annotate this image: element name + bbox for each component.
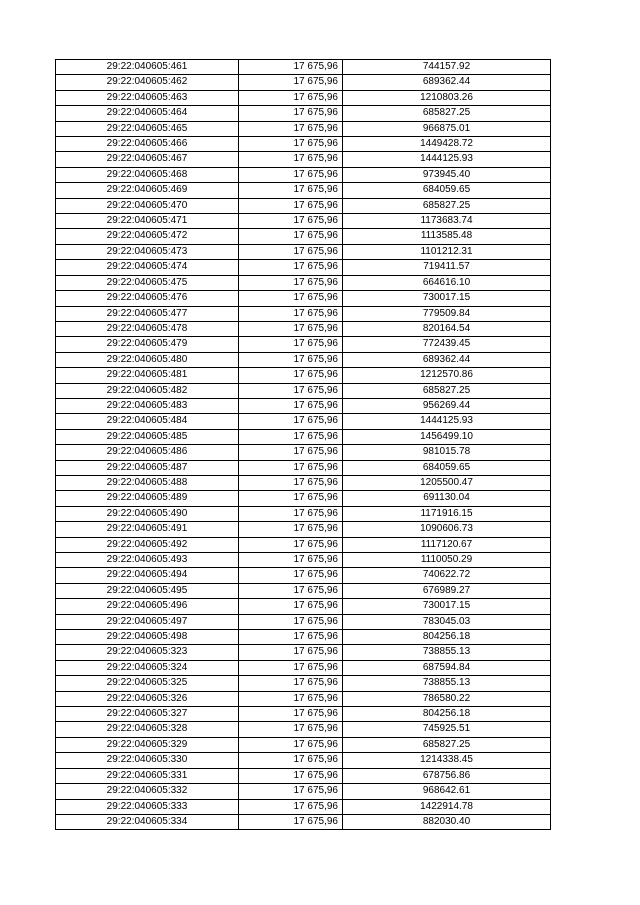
area-cell: 17 675,96 xyxy=(239,553,343,568)
value-cell: 730017.15 xyxy=(343,599,551,614)
table-row xyxy=(56,321,551,336)
table-row xyxy=(56,645,551,660)
value-cell: 1113585.48 xyxy=(343,229,551,244)
cadastral-number-cell: 29:22:040605:461 xyxy=(56,60,239,75)
value-cell: 684059.65 xyxy=(343,460,551,475)
area-cell: 17 675,96 xyxy=(239,321,343,336)
cadastral-number-cell: 29:22:040605:483 xyxy=(56,398,239,413)
cadastral-number-cell: 29:22:040605:462 xyxy=(56,75,239,90)
value-cell: 685827.25 xyxy=(343,737,551,752)
table-row xyxy=(56,522,551,537)
cadastral-number-cell: 29:22:040605:497 xyxy=(56,614,239,629)
table-row xyxy=(56,583,551,598)
value-cell: 664616.10 xyxy=(343,275,551,290)
value-cell: 779509.84 xyxy=(343,306,551,321)
cadastral-number-cell: 29:22:040605:496 xyxy=(56,599,239,614)
table-row xyxy=(56,599,551,614)
cadastral-number-cell: 29:22:040605:331 xyxy=(56,768,239,783)
table-row xyxy=(56,799,551,814)
cadastral-number-cell: 29:22:040605:471 xyxy=(56,214,239,229)
table-row xyxy=(56,414,551,429)
value-cell: 744157.92 xyxy=(343,60,551,75)
table-row xyxy=(56,183,551,198)
table-row xyxy=(56,291,551,306)
cadastral-number-cell: 29:22:040605:494 xyxy=(56,568,239,583)
area-cell: 17 675,96 xyxy=(239,814,343,829)
value-cell: 786580.22 xyxy=(343,691,551,706)
value-cell: 804256.18 xyxy=(343,707,551,722)
area-cell: 17 675,96 xyxy=(239,475,343,490)
value-cell: 772439.45 xyxy=(343,337,551,352)
table-row xyxy=(56,60,551,75)
area-cell: 17 675,96 xyxy=(239,522,343,537)
area-cell: 17 675,96 xyxy=(239,152,343,167)
value-cell: 1449428.72 xyxy=(343,137,551,152)
area-cell: 17 675,96 xyxy=(239,630,343,645)
table-row xyxy=(56,676,551,691)
area-cell: 17 675,96 xyxy=(239,460,343,475)
value-cell: 1210803.26 xyxy=(343,90,551,105)
table-row xyxy=(56,275,551,290)
cadastral-number-cell: 29:22:040605:489 xyxy=(56,491,239,506)
area-cell: 17 675,96 xyxy=(239,198,343,213)
area-cell: 17 675,96 xyxy=(239,506,343,521)
cadastral-number-cell: 29:22:040605:498 xyxy=(56,630,239,645)
table-row xyxy=(56,737,551,752)
table-row xyxy=(56,691,551,706)
value-cell: 804256.18 xyxy=(343,630,551,645)
table-row xyxy=(56,137,551,152)
table-row xyxy=(56,229,551,244)
cadastral-number-cell: 29:22:040605:491 xyxy=(56,522,239,537)
area-cell: 17 675,96 xyxy=(239,645,343,660)
value-cell: 719411.57 xyxy=(343,260,551,275)
area-cell: 17 675,96 xyxy=(239,75,343,90)
table-row xyxy=(56,368,551,383)
area-cell: 17 675,96 xyxy=(239,414,343,429)
value-cell: 1214338.45 xyxy=(343,753,551,768)
value-cell: 685827.25 xyxy=(343,198,551,213)
table-row xyxy=(56,198,551,213)
value-cell: 981015.78 xyxy=(343,445,551,460)
area-cell: 17 675,96 xyxy=(239,214,343,229)
area-cell: 17 675,96 xyxy=(239,614,343,629)
cadastral-number-cell: 29:22:040605:477 xyxy=(56,306,239,321)
cadastral-number-cell: 29:22:040605:467 xyxy=(56,152,239,167)
table-row xyxy=(56,214,551,229)
value-cell: 1444125.93 xyxy=(343,152,551,167)
cadastral-number-cell: 29:22:040605:334 xyxy=(56,814,239,829)
cadastral-number-cell: 29:22:040605:328 xyxy=(56,722,239,737)
area-cell: 17 675,96 xyxy=(239,183,343,198)
cadastral-number-cell: 29:22:040605:469 xyxy=(56,183,239,198)
value-cell: 685827.25 xyxy=(343,383,551,398)
value-cell: 738855.13 xyxy=(343,645,551,660)
value-cell: 1212570.86 xyxy=(343,368,551,383)
value-cell: 820164.54 xyxy=(343,321,551,336)
table-row xyxy=(56,244,551,259)
area-cell: 17 675,96 xyxy=(239,691,343,706)
value-cell: 966875.01 xyxy=(343,121,551,136)
table-row xyxy=(56,90,551,105)
area-cell: 17 675,96 xyxy=(239,599,343,614)
cadastral-number-cell: 29:22:040605:476 xyxy=(56,291,239,306)
area-cell: 17 675,96 xyxy=(239,337,343,352)
table-row xyxy=(56,152,551,167)
value-cell: 956269.44 xyxy=(343,398,551,413)
cadastral-number-cell: 29:22:040605:488 xyxy=(56,475,239,490)
value-cell: 1205500.47 xyxy=(343,475,551,490)
cadastral-number-cell: 29:22:040605:482 xyxy=(56,383,239,398)
table-row xyxy=(56,106,551,121)
cadastral-number-cell: 29:22:040605:487 xyxy=(56,460,239,475)
cadastral-number-cell: 29:22:040605:481 xyxy=(56,368,239,383)
table-row xyxy=(56,614,551,629)
table-row xyxy=(56,306,551,321)
value-cell: 973945.40 xyxy=(343,167,551,182)
cadastral-number-cell: 29:22:040605:330 xyxy=(56,753,239,768)
value-cell: 882030.40 xyxy=(343,814,551,829)
value-cell: 1456499.10 xyxy=(343,429,551,444)
value-cell: 691130.04 xyxy=(343,491,551,506)
area-cell: 17 675,96 xyxy=(239,398,343,413)
value-cell: 689362.44 xyxy=(343,75,551,90)
value-cell: 1171916.15 xyxy=(343,506,551,521)
table-row xyxy=(56,814,551,829)
value-cell: 685827.25 xyxy=(343,106,551,121)
table-row xyxy=(56,768,551,783)
value-cell: 1173683.74 xyxy=(343,214,551,229)
area-cell: 17 675,96 xyxy=(239,753,343,768)
cadastral-number-cell: 29:22:040605:479 xyxy=(56,337,239,352)
table-row xyxy=(56,260,551,275)
value-cell: 687594.84 xyxy=(343,660,551,675)
cadastral-number-cell: 29:22:040605:465 xyxy=(56,121,239,136)
area-cell: 17 675,96 xyxy=(239,244,343,259)
cadastral-number-cell: 29:22:040605:325 xyxy=(56,676,239,691)
table-body xyxy=(56,60,551,830)
area-cell: 17 675,96 xyxy=(239,722,343,737)
table-row xyxy=(56,475,551,490)
area-cell: 17 675,96 xyxy=(239,676,343,691)
cadastral-number-cell: 29:22:040605:490 xyxy=(56,506,239,521)
value-cell: 1101212.31 xyxy=(343,244,551,259)
area-cell: 17 675,96 xyxy=(239,167,343,182)
area-cell: 17 675,96 xyxy=(239,568,343,583)
table-row xyxy=(56,121,551,136)
cadastral-number-cell: 29:22:040605:323 xyxy=(56,645,239,660)
table-row xyxy=(56,75,551,90)
cadastral-number-cell: 29:22:040605:332 xyxy=(56,784,239,799)
cadastral-number-cell: 29:22:040605:473 xyxy=(56,244,239,259)
table-row xyxy=(56,337,551,352)
table-row xyxy=(56,167,551,182)
cadastral-number-cell: 29:22:040605:464 xyxy=(56,106,239,121)
area-cell: 17 675,96 xyxy=(239,768,343,783)
cadastral-number-cell: 29:22:040605:470 xyxy=(56,198,239,213)
area-cell: 17 675,96 xyxy=(239,121,343,136)
table-row xyxy=(56,568,551,583)
value-cell: 783045.03 xyxy=(343,614,551,629)
table-row xyxy=(56,398,551,413)
cadastral-number-cell: 29:22:040605:495 xyxy=(56,583,239,598)
area-cell: 17 675,96 xyxy=(239,784,343,799)
table-row xyxy=(56,722,551,737)
cadastral-number-cell: 29:22:040605:329 xyxy=(56,737,239,752)
cadastral-number-cell: 29:22:040605:493 xyxy=(56,553,239,568)
cadastral-number-cell: 29:22:040605:468 xyxy=(56,167,239,182)
table-row xyxy=(56,537,551,552)
area-cell: 17 675,96 xyxy=(239,368,343,383)
area-cell: 17 675,96 xyxy=(239,537,343,552)
value-cell: 740622.72 xyxy=(343,568,551,583)
cadastral-number-cell: 29:22:040605:324 xyxy=(56,660,239,675)
cadastral-number-cell: 29:22:040605:466 xyxy=(56,137,239,152)
table-row xyxy=(56,460,551,475)
table-row xyxy=(56,506,551,521)
table-row xyxy=(56,429,551,444)
cadastral-number-cell: 29:22:040605:484 xyxy=(56,414,239,429)
value-cell: 968642.61 xyxy=(343,784,551,799)
table-row xyxy=(56,660,551,675)
value-cell: 676989.27 xyxy=(343,583,551,598)
cadastral-number-cell: 29:22:040605:485 xyxy=(56,429,239,444)
table-row xyxy=(56,553,551,568)
value-cell: 678756.86 xyxy=(343,768,551,783)
value-cell: 684059.65 xyxy=(343,183,551,198)
area-cell: 17 675,96 xyxy=(239,491,343,506)
area-cell: 17 675,96 xyxy=(239,137,343,152)
area-cell: 17 675,96 xyxy=(239,60,343,75)
value-cell: 1110050.29 xyxy=(343,553,551,568)
area-cell: 17 675,96 xyxy=(239,90,343,105)
area-cell: 17 675,96 xyxy=(239,260,343,275)
table-row xyxy=(56,383,551,398)
table-row xyxy=(56,753,551,768)
cadastral-number-cell: 29:22:040605:480 xyxy=(56,352,239,367)
value-cell: 1444125.93 xyxy=(343,414,551,429)
cadastral-number-cell: 29:22:040605:486 xyxy=(56,445,239,460)
table-row xyxy=(56,352,551,367)
area-cell: 17 675,96 xyxy=(239,383,343,398)
area-cell: 17 675,96 xyxy=(239,291,343,306)
value-cell: 730017.15 xyxy=(343,291,551,306)
value-cell: 745925.51 xyxy=(343,722,551,737)
area-cell: 17 675,96 xyxy=(239,799,343,814)
area-cell: 17 675,96 xyxy=(239,583,343,598)
area-cell: 17 675,96 xyxy=(239,737,343,752)
cadastral-number-cell: 29:22:040605:475 xyxy=(56,275,239,290)
area-cell: 17 675,96 xyxy=(239,306,343,321)
value-cell: 1117120.67 xyxy=(343,537,551,552)
cadastral-number-cell: 29:22:040605:333 xyxy=(56,799,239,814)
area-cell: 17 675,96 xyxy=(239,445,343,460)
cadastral-number-cell: 29:22:040605:478 xyxy=(56,321,239,336)
cadastral-number-cell: 29:22:040605:472 xyxy=(56,229,239,244)
area-cell: 17 675,96 xyxy=(239,229,343,244)
value-cell: 738855.13 xyxy=(343,676,551,691)
cadastral-number-cell: 29:22:040605:492 xyxy=(56,537,239,552)
table-row xyxy=(56,445,551,460)
value-cell: 1090606.73 xyxy=(343,522,551,537)
area-cell: 17 675,96 xyxy=(239,106,343,121)
area-cell: 17 675,96 xyxy=(239,660,343,675)
table-row xyxy=(56,707,551,722)
value-cell: 689362.44 xyxy=(343,352,551,367)
table-row xyxy=(56,784,551,799)
area-cell: 17 675,96 xyxy=(239,429,343,444)
cadastral-number-cell: 29:22:040605:463 xyxy=(56,90,239,105)
data-table xyxy=(55,59,551,830)
value-cell: 1422914.78 xyxy=(343,799,551,814)
area-cell: 17 675,96 xyxy=(239,275,343,290)
area-cell: 17 675,96 xyxy=(239,352,343,367)
table-row xyxy=(56,630,551,645)
cadastral-number-cell: 29:22:040605:326 xyxy=(56,691,239,706)
cadastral-number-cell: 29:22:040605:474 xyxy=(56,260,239,275)
cadastral-number-cell: 29:22:040605:327 xyxy=(56,707,239,722)
table-row xyxy=(56,491,551,506)
area-cell: 17 675,96 xyxy=(239,707,343,722)
